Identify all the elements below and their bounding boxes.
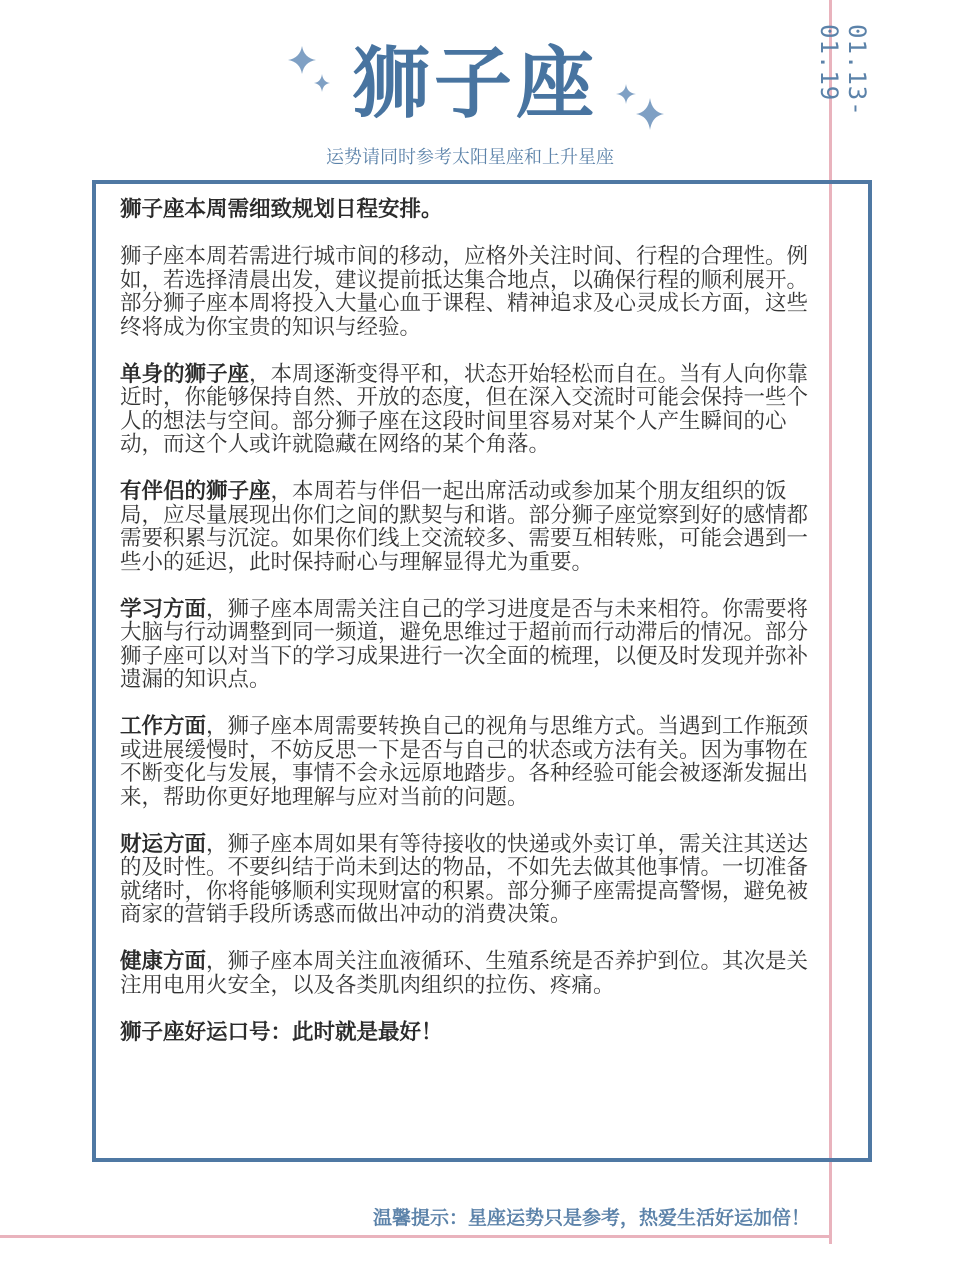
- paragraph-lead: 单身的狮子座: [120, 361, 250, 387]
- pink-horizontal-line: [0, 1235, 832, 1238]
- paragraph-text: ，狮子座本周需关注自己的学习进度是否与未来相符。你需要将大脑与行动调整到同一频道，避免思维过于超前而行动滞后的情况。部分狮子座可以对当下的学习成果进行一次全面的梳理，以便及时发现并弥补遗漏的知识点。: [120, 596, 809, 692]
- paragraph: [120, 950, 820, 997]
- paragraph-text: ，狮子座本周关注血液循环、生殖系统是否养护到位。其次是关注用电用火安全，以及各类肌肉组织的拉伤、疼痛。: [120, 949, 809, 998]
- paragraph-heading: 狮子座好运口号：此时就是最好！: [120, 1019, 443, 1045]
- paragraph-lead: 学习方面: [120, 596, 207, 622]
- paragraph: [120, 598, 820, 692]
- paragraph: [120, 363, 820, 457]
- paragraph-text: 狮子座本周若需进行城市间的移动，应格外关注时间、行程的合理性。例如，若选择清晨出发，建议提前抵达集合地点，以确保行程的顺利展开。部分狮子座本周将投入大量心血于课程、精神追求及心灵成长方面，这些终将成为你宝贵的知识与经验。: [120, 244, 809, 340]
- paragraph: [120, 480, 820, 574]
- paragraph-text: ，狮子座本周如果有等待接收的快递或外卖订单，需关注其送达的及时性。不要纠结于尚未到达的物品，不如先去做其他事情。一切准备就绪时，你将能够顺利实现财富的积累。部分狮子座需提高警惕，避免被商家的营销手段所诱惑而做出冲动的消费决策。: [120, 831, 809, 927]
- paragraph: [120, 833, 820, 927]
- paragraph: [120, 245, 820, 339]
- paragraph-lead: 有伴侣的狮子座: [120, 479, 271, 504]
- paragraph: [120, 198, 820, 222]
- paragraph: [120, 1021, 820, 1045]
- paragraph-text: ，本周若与伴侣一起出席活动或参加某个朋友组织的饭局，应尽量展现出你们之间的默契与和谐。部分狮子座觉察到好的感情都需要积累与沉淀。如果你们线上交流较多、需要互相转账，可能会遇到一些小的延迟，此时保持耐心与理解显得尤为重要。: [120, 479, 809, 575]
- paragraph-text: ，本周逐渐变得平和，状态开始轻松而自在。当有人向你靠近时，你能够保持自然、开放的态度，但在深入交流时可能会保持一些个人的想法与空间。部分狮子座在这段时间里容易对某个人产生瞬间的心动，而这个人或许就隐藏在网络的某个角落。: [120, 361, 809, 457]
- paragraph: [120, 715, 820, 809]
- footer-tip: 温馨提示：星座运势只是参考，热爱生活好运加倍！: [372, 1207, 810, 1229]
- horoscope-text: [120, 198, 820, 1068]
- paragraph-text: ，狮子座本周需要转换自己的视角与思维方式。当遇到工作瓶颈或进展缓慢时，不妨反思一下是否与自己的状态或方法有关。因为事物在不断变化与发展，事情不会永远原地踏步。各种经验可能会被逐渐发掘出来，帮助你更好地理解与应对当前的问题。: [120, 714, 809, 810]
- paragraph-lead: 财运方面: [120, 831, 207, 857]
- paragraph-lead: 工作方面: [120, 714, 207, 739]
- date-range: 01.13-01.19: [815, 24, 871, 117]
- page-title: 狮子座: [351, 39, 598, 129]
- page-subtitle: 运势请同时参考太阳星座和上升星座: [326, 147, 614, 168]
- sparkle-icon: [612, 80, 668, 136]
- paragraph-heading: 狮子座本周需细致规划日程安排。: [120, 197, 443, 222]
- paragraph-lead: 健康方面: [120, 949, 207, 974]
